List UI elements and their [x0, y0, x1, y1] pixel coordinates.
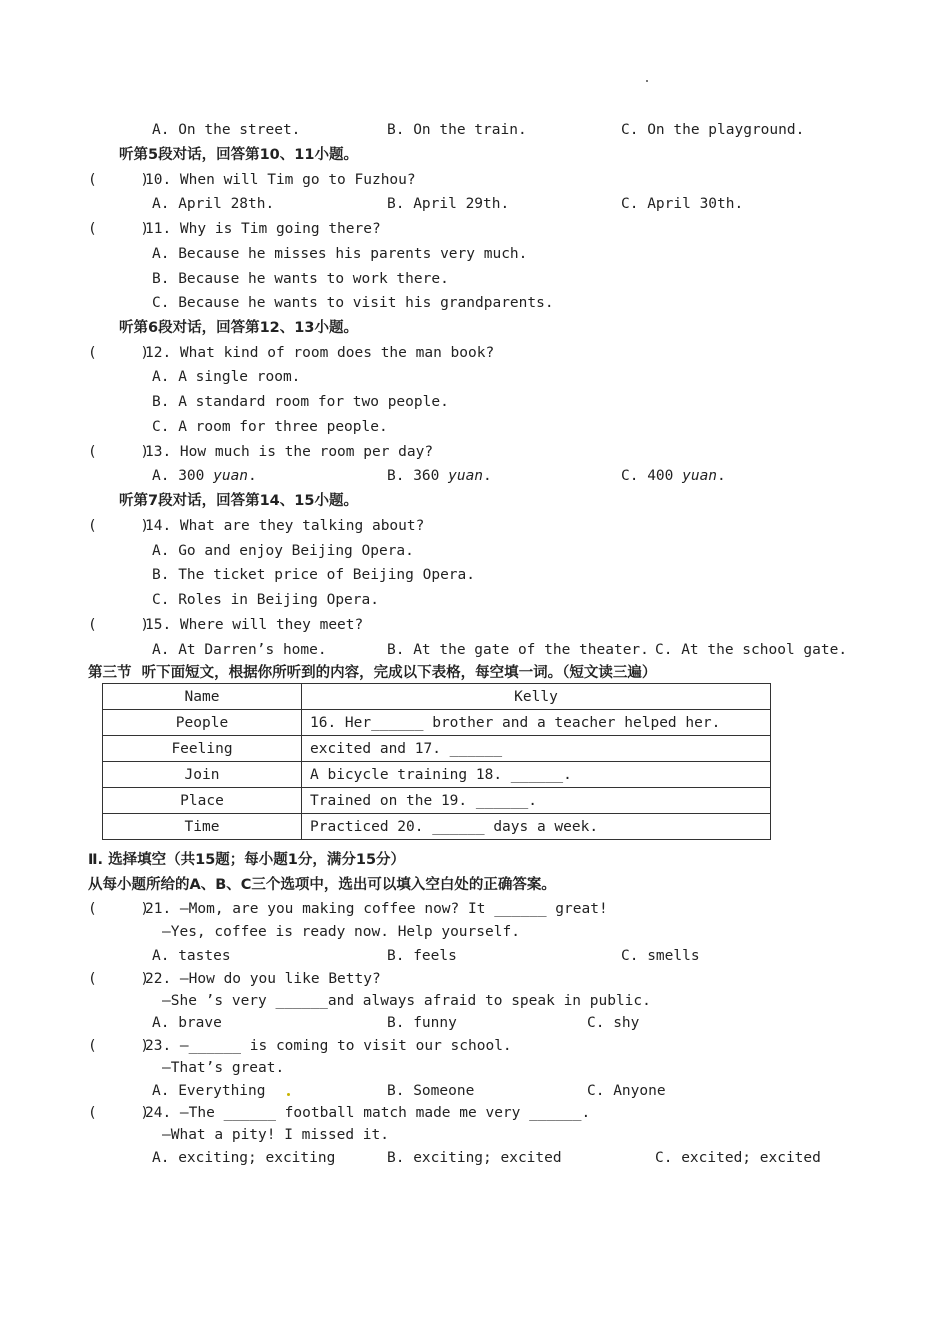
info-table [102, 683, 771, 840]
table-value: excited and 17. ______ [302, 736, 771, 762]
table-row [103, 684, 771, 710]
q21-stem: 21. —Mom, are you making coffee now? It ______ great! [145, 901, 608, 917]
q21-option-a: A. tastes [152, 948, 231, 964]
table-label: People [103, 710, 302, 736]
dialog6-header: 听第6段对话，回答第12、13小题。 [119, 320, 358, 336]
q23-answer-paren[interactable]: ( ) [88, 1038, 150, 1054]
q22-answer-paren[interactable]: ( ) [88, 971, 150, 987]
q23-stem: 23. —______ is coming to visit our school. [145, 1038, 512, 1054]
dialog5-header: 听第5段对话，回答第10、11小题。 [119, 147, 358, 163]
q23-option-b: B. Someone [387, 1083, 475, 1099]
q22-stem: 22. —How do you like Betty? [145, 971, 381, 987]
q15-option-c: C. At the school gate. [655, 642, 848, 658]
q21-option-b: B. feels [387, 948, 457, 964]
q13-option-c: C. 400 yuan. [621, 468, 726, 484]
q22-option-b: B. funny [387, 1015, 457, 1031]
q14-answer-paren[interactable]: ( ) [88, 518, 150, 534]
q12-answer-paren[interactable]: ( ) [88, 345, 150, 361]
table-label: Feeling [103, 736, 302, 762]
scan-speck [287, 1093, 290, 1096]
q12-option-c: C. A room for three people. [152, 419, 388, 435]
q12-option-b: B. A standard room for two people. [152, 394, 449, 410]
table-value: Trained on the 19. ______. [302, 788, 771, 814]
q10-option-c: C. April 30th. [621, 196, 744, 212]
table-value: Practiced 20. ______ days a week. [302, 814, 771, 840]
scan-dot [646, 80, 648, 82]
table-value: A bicycle training 18. ______. [302, 762, 771, 788]
q21-answer-paren[interactable]: ( ) [88, 901, 150, 917]
q24-answer-paren[interactable]: ( ) [88, 1105, 150, 1121]
q12-option-a: A. A single room. [152, 369, 301, 385]
q11-answer-paren[interactable]: ( ) [88, 221, 150, 237]
q14-option-c: C. Roles in Beijing Opera. [152, 592, 379, 608]
q13-stem: 13. How much is the room per day? [145, 444, 434, 460]
q22-option-c: C. shy [587, 1015, 640, 1031]
section3-header: 第三节 听下面短文，根据你所听到的内容，完成以下表格，每空填一词。（短文读三遍） [88, 665, 657, 681]
q14-stem: 14. What are they talking about? [145, 518, 425, 534]
q11-option-c: C. Because he wants to visit his grandparents. [152, 295, 554, 311]
q24-option-c: C. excited; excited [655, 1150, 821, 1166]
table-row [103, 814, 771, 840]
q24-option-a: A. exciting; exciting [152, 1150, 336, 1166]
q10-option-a: A. April 28th. [152, 196, 275, 212]
q11-option-a: A. Because he misses his parents very much. [152, 246, 528, 262]
q15-option-a: A. At Darren’s home. [152, 642, 327, 658]
table-value: Kelly [302, 684, 771, 710]
q10-answer-paren[interactable]: ( ) [88, 172, 150, 188]
q12-stem: 12. What kind of room does the man book? [145, 345, 495, 361]
q10-stem: 10. When will Tim go to Fuzhou? [145, 172, 416, 188]
table-label: Place [103, 788, 302, 814]
q10-option-b: B. April 29th. [387, 196, 510, 212]
q9-option-a: A. On the street. [152, 122, 301, 138]
q11-stem: 11. Why is Tim going there? [145, 221, 381, 237]
table-row [103, 710, 771, 736]
table-row [103, 736, 771, 762]
q22-option-a: A. brave [152, 1015, 222, 1031]
table-row [103, 762, 771, 788]
q23-option-c: C. Anyone [587, 1083, 666, 1099]
q23-option-a: A. Everything [152, 1083, 266, 1099]
q14-option-b: B. The ticket price of Beijing Opera. [152, 567, 476, 583]
dialog7-header: 听第7段对话，回答第14、15小题。 [119, 493, 358, 509]
q21-option-c: C. smells [621, 948, 700, 964]
q11-option-b: B. Because he wants to work there. [152, 271, 449, 287]
q24-option-b: B. exciting; excited [387, 1150, 562, 1166]
q22-reply: —She ’s very ______and always afraid to speak in public. [162, 993, 651, 1009]
table-label: Time [103, 814, 302, 840]
q24-stem: 24. —The ______ football match made me very ______. [145, 1105, 591, 1121]
q24-reply: —What a pity! I missed it. [162, 1127, 389, 1143]
q13-option-b: B. 360 yuan. [387, 468, 492, 484]
part2-instruction: 从每小题所给的A、B、C三个选项中，选出可以填入空白处的正确答案。 [88, 877, 556, 893]
q9-option-b: B. On the train. [387, 122, 527, 138]
table-row [103, 788, 771, 814]
q21-reply: —Yes, coffee is ready now. Help yourself. [162, 924, 520, 940]
q15-option-b: B. At the gate of the theater. [387, 642, 649, 658]
q15-answer-paren[interactable]: ( ) [88, 617, 150, 633]
table-label: Name [103, 684, 302, 710]
table-value: 16. Her______ brother and a teacher helped her. [302, 710, 771, 736]
q14-option-a: A. Go and enjoy Beijing Opera. [152, 543, 414, 559]
q13-option-a: A. 300 yuan. [152, 468, 257, 484]
q9-option-c: C. On the playground. [621, 122, 805, 138]
q13-answer-paren[interactable]: ( ) [88, 444, 150, 460]
q15-stem: 15. Where will they meet? [145, 617, 364, 633]
table-label: Join [103, 762, 302, 788]
part2-title: Ⅱ. 选择填空（共15题；每小题1分，满分15分） [88, 852, 406, 868]
q23-reply: —That’s great. [162, 1060, 285, 1076]
